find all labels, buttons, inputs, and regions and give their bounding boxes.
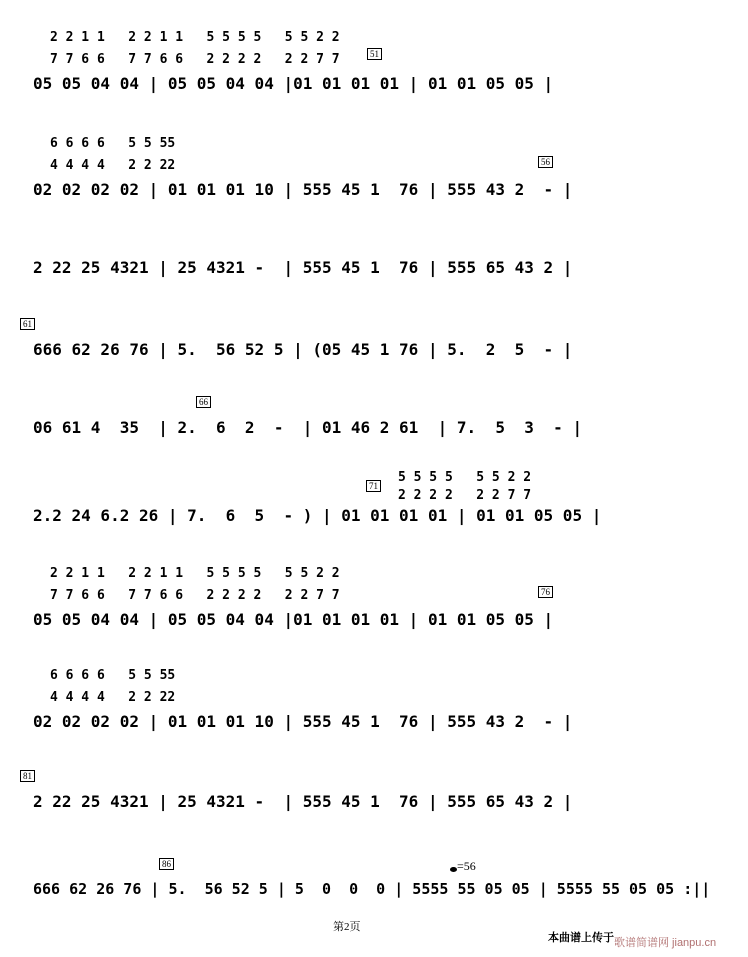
upper-voice-top: 5 5 5 5 5 5 2 2 <box>398 470 532 485</box>
system-10 <box>0 856 748 916</box>
upper-voice-mid: 4 4 4 4 2 2 22 <box>50 690 176 705</box>
tempo-mark <box>450 859 476 874</box>
measure-number: 76 <box>538 586 553 598</box>
system-5 <box>0 396 748 456</box>
measure-number: 81 <box>20 770 35 782</box>
melody-line: 2 22 25 4321 | 25 4321 - | 555 45 1 76 | 555 65 43 2 | <box>33 792 573 811</box>
site-watermark: 歌谱简谱网 jianpu.cn <box>614 937 717 949</box>
measure-number: 56 <box>538 156 553 168</box>
quarter-note-icon <box>450 867 457 872</box>
upper-voice-mid: 2 2 2 2 2 2 7 7 <box>398 488 532 503</box>
system-4 <box>0 318 748 378</box>
upload-credit: 本曲谱上传于 <box>548 932 614 944</box>
melody-line: 06 61 4 35 | 2. 6 2 - | 01 46 2 61 | 7. 5 3 - | <box>33 418 583 437</box>
system-8 <box>0 668 748 748</box>
upper-voice-top: 2 2 1 1 2 2 1 1 5 5 5 5 5 5 2 2 <box>50 566 340 581</box>
melody-line: 02 02 02 02 | 01 01 01 10 | 555 45 1 76 | 555 43 2 - | <box>33 180 573 199</box>
system-1 <box>0 30 748 110</box>
upper-voice-top: 6 6 6 6 5 5 55 <box>50 136 176 151</box>
upper-voice-mid: 4 4 4 4 2 2 22 <box>50 158 176 173</box>
measure-number: 71 <box>366 480 381 492</box>
page-number: 第2页 <box>333 921 361 933</box>
tempo-value: =56 <box>457 859 476 873</box>
system-3 <box>0 258 748 298</box>
melody-line: 02 02 02 02 | 01 01 01 10 | 555 45 1 76 | 555 43 2 - | <box>33 712 573 731</box>
melody-line: 05 05 04 04 | 05 05 04 04 |01 01 01 01 | 01 01 05 05 | <box>33 74 554 93</box>
system-7 <box>0 566 748 646</box>
system-9 <box>0 770 748 830</box>
measure-number: 66 <box>196 396 211 408</box>
melody-line: 05 05 04 04 | 05 05 04 04 |01 01 01 01 | 01 01 05 05 | <box>33 610 554 629</box>
melody-line: 666 62 26 76 | 5. 56 52 5 | (05 45 1 76 | 5. 2 5 - | <box>33 340 573 359</box>
upper-voice-top: 2 2 1 1 2 2 1 1 5 5 5 5 5 5 2 2 <box>50 30 340 45</box>
system-2 <box>0 136 748 216</box>
system-6 <box>0 470 748 540</box>
upper-voice-top: 6 6 6 6 5 5 55 <box>50 668 176 683</box>
melody-line: 666 62 26 76 | 5. 56 52 5 | 5 0 0 0 | 5555 55 05 05 | 5555 55 05 05 :|| <box>33 880 711 898</box>
upper-voice-mid: 7 7 6 6 7 7 6 6 2 2 2 2 2 2 7 7 <box>50 588 340 603</box>
measure-number: 61 <box>20 318 35 330</box>
measure-number: 86 <box>159 858 174 870</box>
melody-line: 2.2 24 6.2 26 | 7. 6 5 - ) | 01 01 01 01 | 01 01 05 05 | <box>33 506 602 525</box>
measure-number: 51 <box>367 48 382 60</box>
upper-voice-mid: 7 7 6 6 7 7 6 6 2 2 2 2 2 2 7 7 <box>50 52 340 67</box>
melody-line: 2 22 25 4321 | 25 4321 - | 555 45 1 76 | 555 65 43 2 | <box>33 258 573 277</box>
